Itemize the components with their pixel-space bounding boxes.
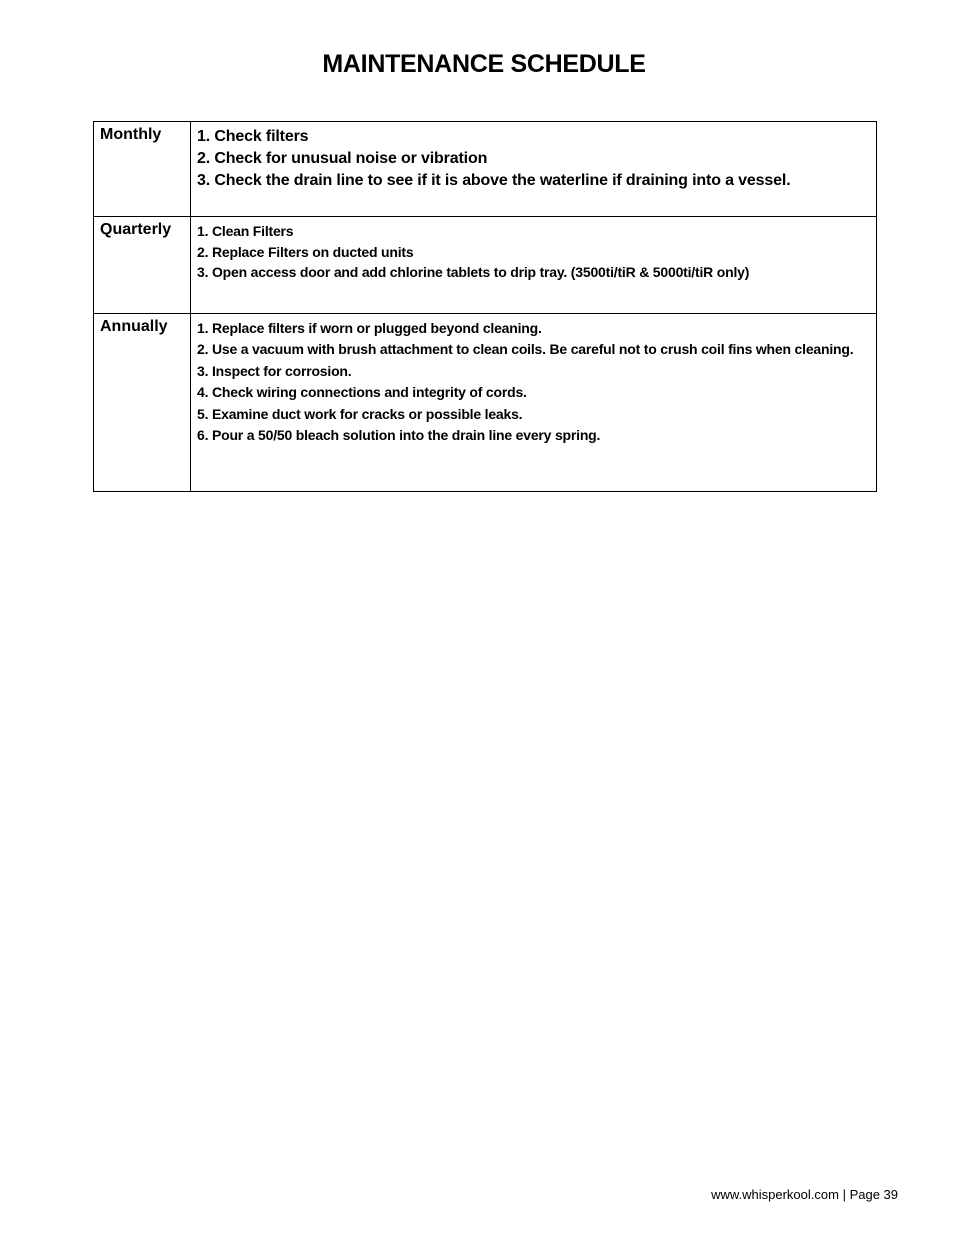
task-item: 1. Check filters [197, 128, 309, 145]
footer-url: www.whisperkool.com [711, 1187, 839, 1202]
task-item: 4. Check wiring connections and integrity of cords. [197, 383, 527, 400]
task-item: 3. Inspect for corrosion. [197, 363, 352, 379]
task-item: 1. Clean Filters [197, 223, 294, 239]
task-item: 3. Open access door and add chlorine tablets to drip tray. (3500ti/tiR & 5000ti/tiR only) [197, 264, 750, 280]
footer-page-number: Page 39 [849, 1187, 898, 1202]
task-item: 2. Check for unusual noise or vibration [197, 150, 488, 167]
task-item: 3. Check the drain line to see if it is above the waterline if draining into a vessel. [197, 172, 791, 189]
task-item: 1. Replace filters if worn or plugged beyond cleaning. [197, 320, 542, 336]
period-label-annually: Annually [94, 314, 191, 492]
task-list-quarterly [191, 217, 877, 314]
period-label-quarterly: Quarterly [94, 217, 191, 314]
task-item: 2. Replace Filters on ducted units [197, 243, 414, 260]
period-label-monthly: Monthly [94, 122, 191, 217]
page-footer [711, 1187, 898, 1202]
task-item: 6. Pour a 50/50 bleach solution into the drain line every spring. [197, 426, 601, 443]
table-row-annually [94, 314, 877, 492]
table-row-quarterly [94, 217, 877, 314]
task-list-annually [191, 314, 877, 492]
table-row-monthly [94, 122, 877, 217]
task-item: 5. Examine duct work for cracks or possible leaks. [197, 406, 523, 422]
footer-separator: | [838, 1187, 850, 1202]
task-list-monthly [191, 122, 877, 217]
task-item: 2. Use a vacuum with brush attachment to clean coils. Be careful not to crush coil fins when cleaning. [197, 340, 854, 357]
maintenance-schedule-table [93, 121, 877, 492]
page-title: MAINTENANCE SCHEDULE [322, 50, 646, 78]
